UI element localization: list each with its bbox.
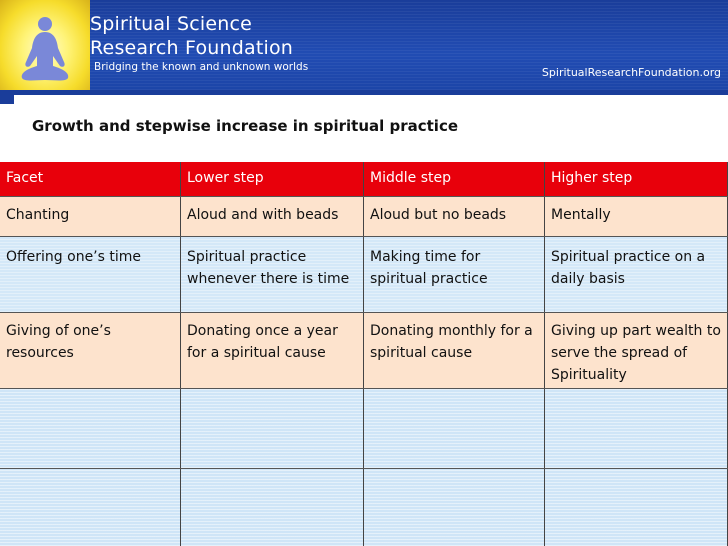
org-name: [90, 12, 293, 60]
grid-line: [0, 196, 728, 197]
table-header-row: [0, 162, 728, 196]
grid-line: [544, 162, 545, 546]
table-row: [0, 388, 728, 468]
table-cell: [0, 468, 181, 546]
site-url-link[interactable]: SpiritualResearchFoundation.org: [541, 66, 721, 79]
grid-line: [0, 236, 728, 237]
table-cell: Aloud and with beads: [181, 196, 364, 236]
column-header: Facet: [0, 162, 181, 196]
table-cell: [0, 388, 181, 468]
grid-line: [363, 162, 364, 546]
table-row: [0, 196, 728, 236]
org-name-line2: Research Foundation: [90, 37, 294, 59]
column-header: Lower step: [181, 162, 364, 196]
header-divider: [0, 90, 728, 104]
table-cell: [364, 388, 545, 468]
table-cell: [545, 388, 728, 468]
table-cell: Mentally: [545, 196, 728, 236]
table-row: [0, 468, 728, 546]
column-header: Middle step: [364, 162, 545, 196]
table-cell: [181, 468, 364, 546]
table-cell: Donating monthly for a spiritual cause: [364, 312, 545, 388]
page-title: Growth and stepwise increase in spiritual practice: [32, 117, 459, 135]
table-cell: Offering one’s time: [0, 236, 181, 312]
table-cell: [364, 468, 545, 546]
org-tagline: Bridging the known and unknown worlds: [94, 61, 309, 73]
grid-line: [0, 468, 728, 469]
header-band: [0, 0, 728, 90]
table-cell: Spiritual practice whenever there is time: [181, 236, 364, 312]
table-row: [0, 312, 728, 388]
grid-line: [0, 388, 728, 389]
table-cell: Giving up part wealth to serve the spread of Spirituality: [545, 312, 728, 388]
table-cell: [181, 388, 364, 468]
org-name-line1: Spiritual Science: [90, 13, 252, 35]
table-cell: Donating once a year for a spiritual cause: [181, 312, 364, 388]
table-cell: Making time for spiritual practice: [364, 236, 545, 312]
column-header: Higher step: [545, 162, 728, 196]
grid-line: [0, 312, 728, 313]
table-cell: Spiritual practice on a daily basis: [545, 236, 728, 312]
table-cell: [545, 468, 728, 546]
grid-line: [180, 162, 181, 546]
logo: [0, 0, 90, 90]
table-cell: Chanting: [0, 196, 181, 236]
table-cell: Giving of one’s resources: [0, 312, 181, 388]
table-row: [0, 236, 728, 312]
table-cell: Aloud but no beads: [364, 196, 545, 236]
meditating-figure-icon: [6, 10, 84, 88]
